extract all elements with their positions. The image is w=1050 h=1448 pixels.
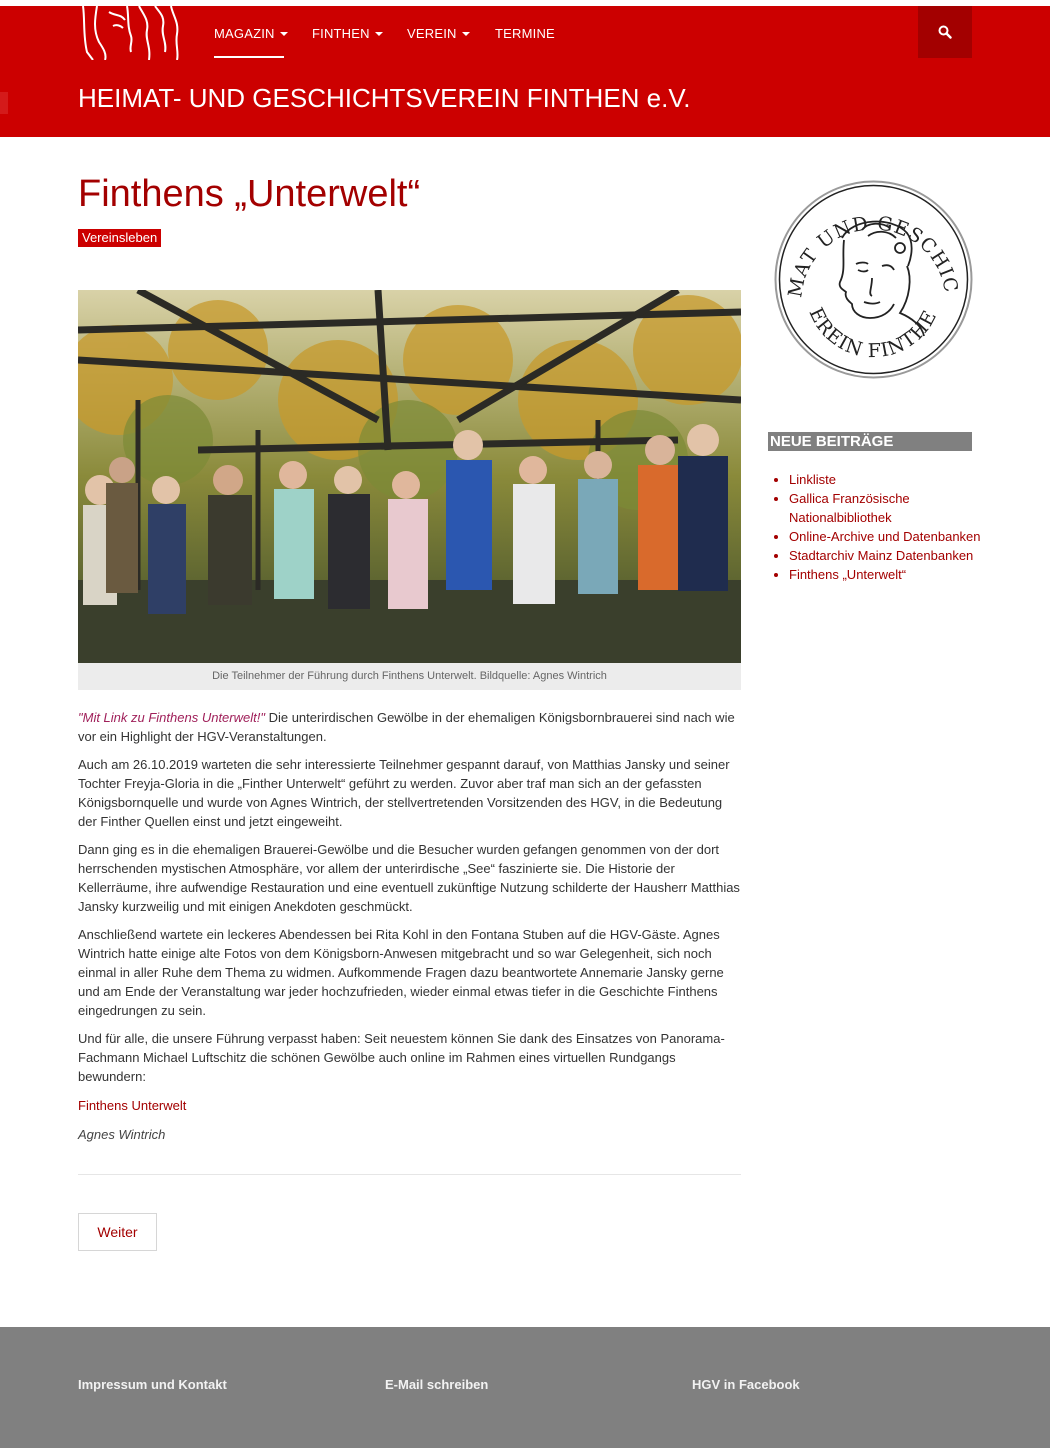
article-paragraph: Dann ging es in die ehemaligen Brauerei-Gewölbe und die Besucher wurden gefangen genommen von der dort herrschenden mystischen Atmosphäre, vor allem der unterirdische „See“ faszinierte sie. Die Historie der Kellerräume, ihre aufwendige Restauration und eine eventuell zukünftige Nutzung schilderte der Hausherr Matthias Jansky kurzweilig und mit einigen Anekdoten geschmückt. — [78, 842, 740, 914]
footer-facebook-link[interactable]: HGV in Facebook — [692, 1377, 800, 1392]
article-paragraph: Und für alle, die unsere Führung verpasst haben: Seit neuestem können Sie dank des Einsatzes von Panorama-Fachmann Michael Luftschitz die schönen Gewölbe auch online im Rahmen eines virtuellen Rundgangs bewundern: — [78, 1031, 725, 1084]
left-edge-mark — [0, 92, 8, 114]
article-link-paragraph — [78, 1096, 741, 1115]
article-intro — [78, 708, 741, 746]
recent-post-label: Online-Archive und Datenbanken — [789, 529, 981, 544]
nav-verein-label: VEREIN — [407, 26, 457, 41]
article-paragraph: Auch am 26.10.2019 warteten die sehr interessierte Teilnehmer gespannt darauf, von Matthias Jansky und seiner Tochter Freyja-Gloria in die „Finther Unterwelt“ geführt zu werden. Zuvor aber traf man sich an der gefassten Königsbornquelle und wurde von Agnes Wintrich, der stellvertretenden Vorsitzenden des HGV, in die Bedeutung der Finther Quellen einst und jetzt eingeweiht. — [78, 757, 730, 829]
intro-quote: "Mit Link zu Finthens Unterwelt!" — [78, 710, 265, 725]
nav-active-indicator — [214, 56, 284, 58]
sidebar-section-title: NEUE BEITRÄGE — [768, 432, 972, 451]
recent-post-label: Stadtarchiv Mainz Datenbanken — [789, 548, 974, 563]
club-seal-icon — [772, 178, 975, 381]
caret-down-icon — [462, 32, 470, 36]
site-header — [0, 6, 1050, 137]
recent-post-item[interactable] — [789, 546, 989, 565]
seal-text-bottom: EREIN FINTHE — [804, 304, 942, 363]
article-body — [78, 708, 741, 1153]
category-badge[interactable]: Vereinsleben — [78, 229, 161, 247]
next-button[interactable]: Weiter — [78, 1213, 157, 1251]
nav-termine[interactable] — [495, 26, 555, 41]
recent-post-item[interactable] — [789, 565, 989, 584]
caret-down-icon — [280, 32, 288, 36]
finthens-unterwelt-link[interactable]: Finthens Unterwelt — [78, 1098, 187, 1113]
nav-verein[interactable] — [407, 26, 470, 41]
recent-post-item[interactable] — [789, 489, 989, 527]
footer-email-link[interactable]: E-Mail schreiben — [385, 1377, 489, 1392]
nav-finthen[interactable] — [312, 26, 383, 41]
nav-termine-label: TERMINE — [495, 26, 555, 41]
greek-head-logo-icon — [79, 6, 183, 60]
site-footer — [0, 1327, 1050, 1448]
recent-post-label: Gallica Französische Nationalbibliothek — [789, 491, 910, 525]
club-seal — [772, 178, 975, 381]
page-title: Finthens „Unterwelt“ — [78, 173, 421, 215]
article-divider — [78, 1174, 741, 1175]
nav-magazin[interactable] — [214, 26, 288, 41]
search-icon — [938, 25, 952, 39]
caret-down-icon — [375, 32, 383, 36]
site-title[interactable]: HEIMAT- UND GESCHICHTSVEREIN FINTHEN e.V. — [78, 83, 691, 113]
recent-posts-list — [775, 470, 989, 584]
nav-finthen-label: FINTHEN — [312, 26, 370, 41]
header-logo[interactable] — [79, 6, 183, 60]
recent-post-item[interactable] — [789, 527, 989, 546]
recent-post-label: Finthens „Unterwelt“ — [789, 567, 907, 582]
group-photo-image — [78, 290, 741, 663]
nav-magazin-label: MAGAZIN — [214, 26, 275, 41]
recent-post-label: Linkliste — [789, 472, 836, 487]
article-photo — [78, 290, 741, 663]
photo-caption: Die Teilnehmer der Führung durch Finthens Unterwelt. Bildquelle: Agnes Wintrich — [78, 663, 741, 690]
recent-post-item[interactable] — [789, 470, 989, 489]
article-paragraph: Anschließend wartete ein leckeres Abendessen bei Rita Kohl in den Fontana Stuben auf die HGV-Gäste. Agnes Wintrich hatte einige alte Fotos von dem Königsborn-Anwesen mitgebracht und so war Gelegenheit, sich noch einmal in aller Ruhe dem Thema zu widmen. Aufkommende Fragen dazu beantwortete Annemarie Jansky gerne und am Ende der Veranstaltung war jeder hochzufrieden, wieder einmal etwas tiefer in die Geschichte Finthens eingedrungen zu sein. — [78, 927, 724, 1018]
search-button[interactable] — [918, 6, 972, 58]
seal-text-top: MAT UND GESCHIC — [784, 212, 963, 300]
article-author: Agnes Wintrich — [78, 1127, 166, 1142]
footer-impressum-link[interactable]: Impressum und Kontakt — [78, 1377, 227, 1392]
intro-text: Die unterirdischen Gewölbe in der ehemaligen Königsbornbrauerei sind nach wie vor ein Highlight der HGV-Veranstaltungen. — [78, 710, 735, 744]
